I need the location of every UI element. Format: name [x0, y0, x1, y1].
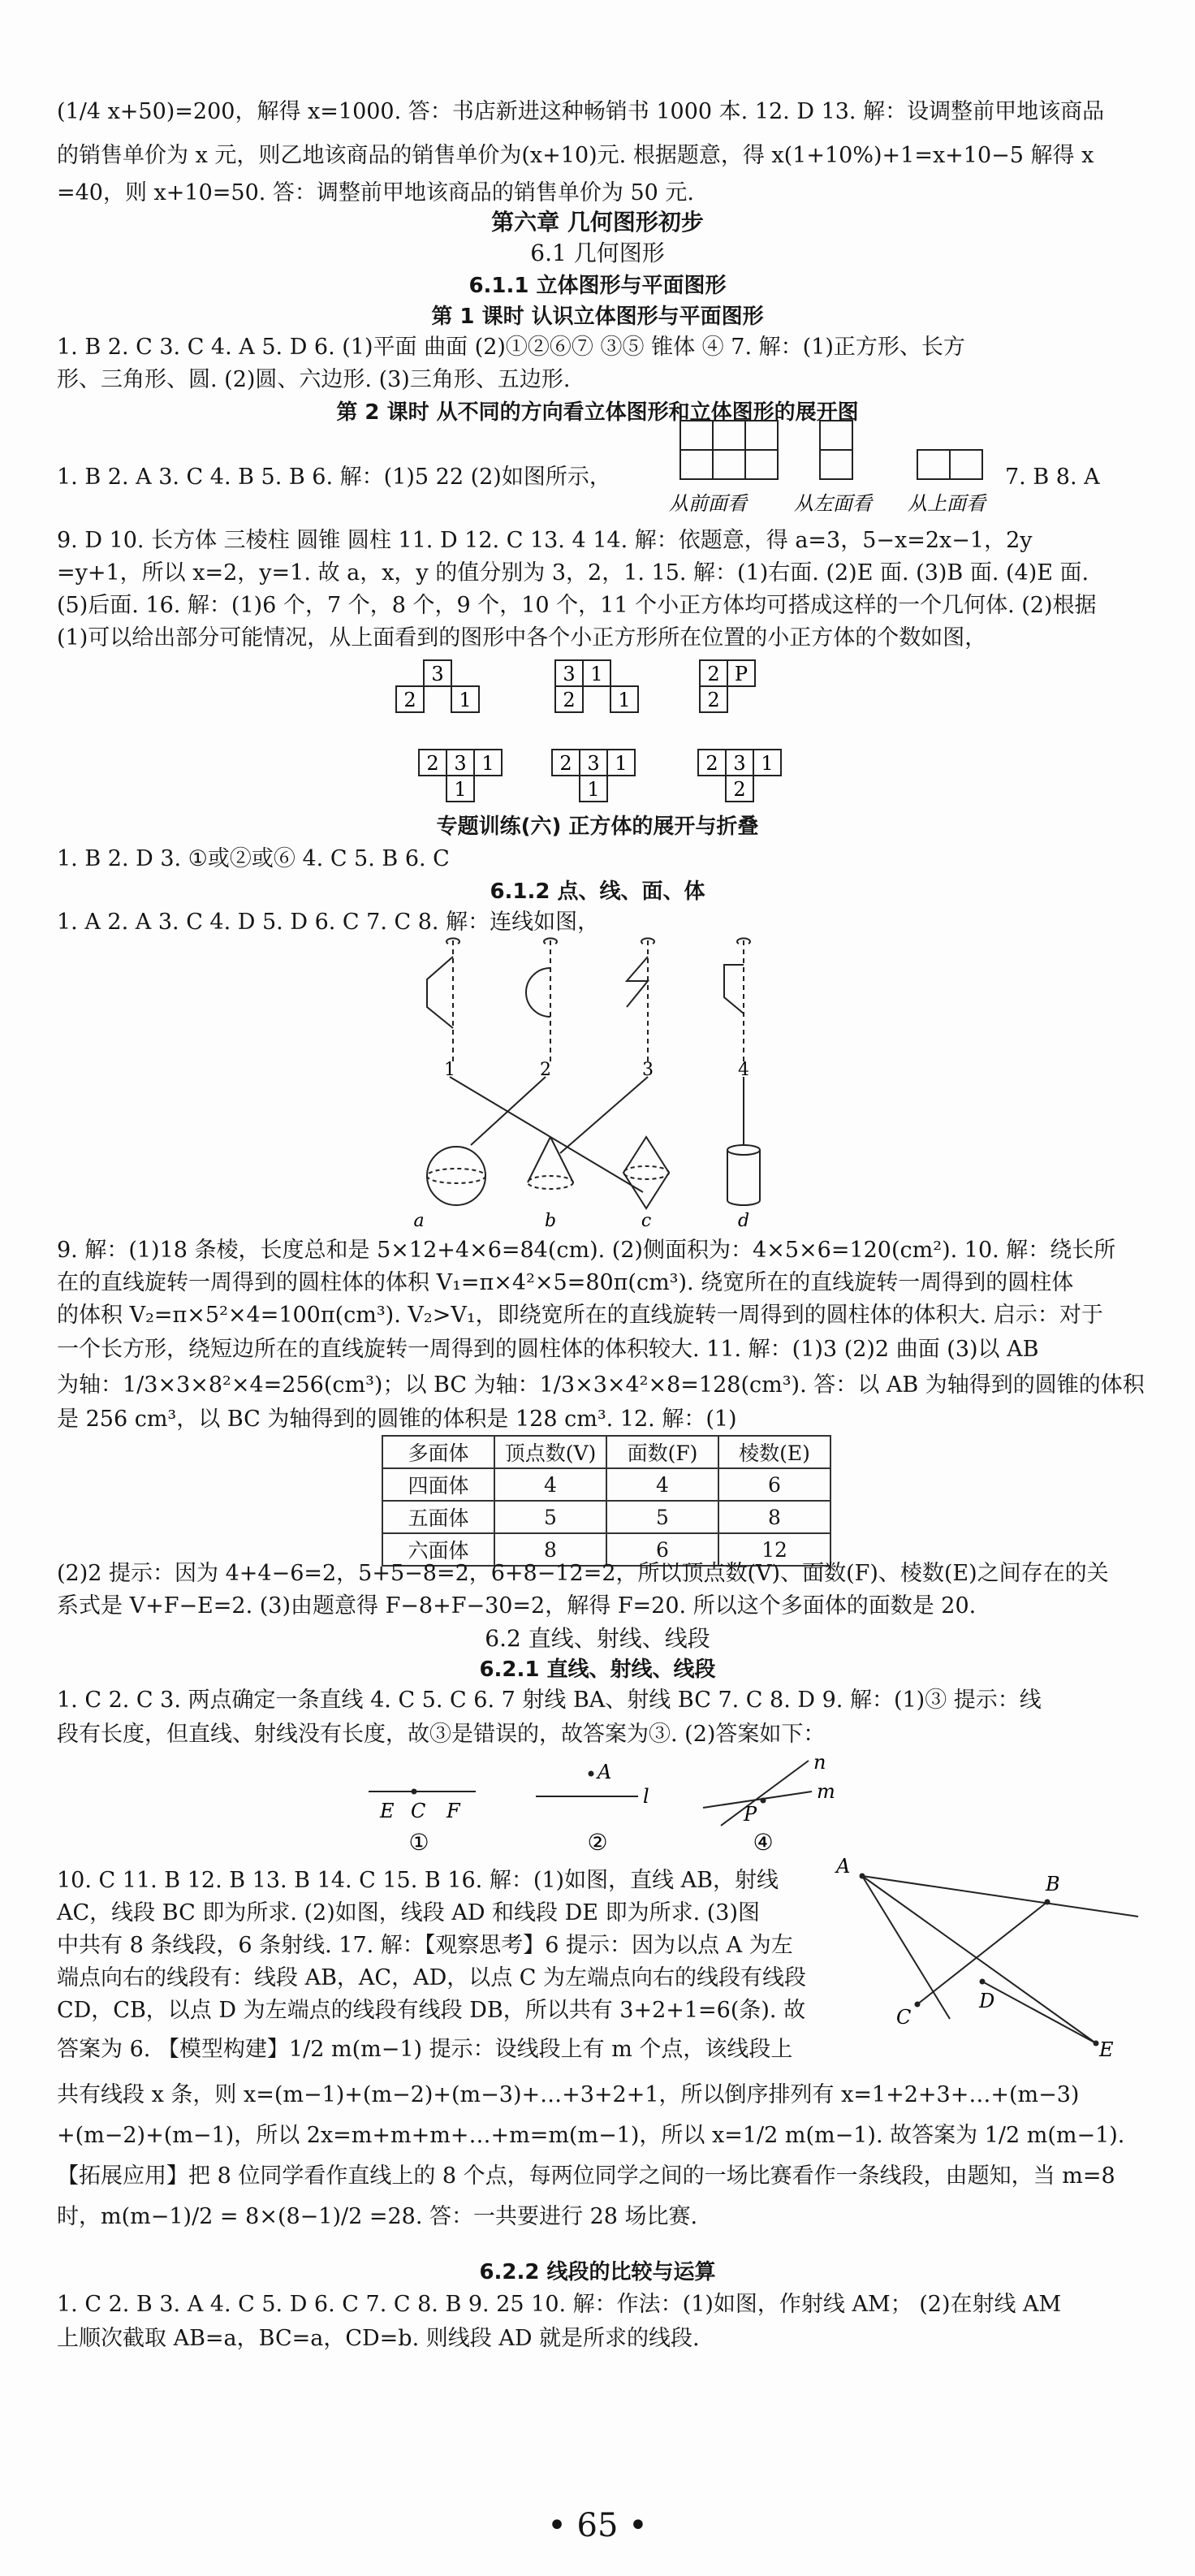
point-label: E — [380, 1800, 395, 1822]
grid-count: 1 — [590, 663, 603, 685]
page-number: • 65 • — [547, 2507, 648, 2544]
table-cell: 4 — [606, 1468, 718, 1501]
grid-count: 3 — [587, 752, 600, 775]
table-cell: 4 — [494, 1468, 606, 1501]
figure-number: ① — [408, 1829, 429, 1856]
table-cell: 6 — [606, 1533, 718, 1566]
point-label: A — [836, 1855, 851, 1878]
polyhedron-table — [382, 1435, 831, 1567]
subsection-heading: 6.1.2 点、线、面、体 — [490, 880, 705, 904]
text-line: 10. C 11. B 12. B 13. B 14. C 15. B 16. 解：(1)如图，直线 AB，射线 — [57, 1868, 779, 1893]
section-heading: 6.1 几何图形 — [530, 240, 665, 266]
grid-count: 1 — [481, 752, 494, 775]
text-line: 1. C 2. B 3. A 4. C 5. D 6. C 7. C 8. B 9. 25 10. 解：作法：(1)如图，作射线 AM； (2)在射线 AM — [57, 2292, 1062, 2317]
line-label: l — [643, 1785, 649, 1808]
text-line: (5)后面. 16. 解：(1)6 个，7 个，8 个，9 个，10 个，11 个小正方体均可搭成这样的一个几何体. (2)根据 — [57, 593, 1097, 618]
chapter-heading: 第六章 几何图形初步 — [491, 209, 704, 236]
text-line: 9. D 10. 长方体 三棱柱 圆锥 圆柱 11. D 12. C 13. 4 14. 解：依题意，得 a=3，5−x=2x−1，2y — [57, 528, 1033, 553]
subsection-heading: 6.1.1 立体图形与平面图形 — [468, 274, 727, 298]
text-line: 是 256 cm³，以 BC 为轴得到的圆锥的体积是 128 cm³. 12. 解：(1) — [57, 1407, 737, 1432]
point-label: B — [1046, 1873, 1060, 1895]
special-heading: 专题训练(六) 正方体的展开与折叠 — [436, 815, 759, 839]
table-header-row — [382, 1436, 830, 1468]
grid-count: 3 — [733, 752, 746, 775]
grid-count: 1 — [615, 752, 628, 775]
shape-number: 4 — [738, 1060, 749, 1080]
text-line: 1. A 2. A 3. C 4. D 5. D 6. C 7. C 8. 解：连线如图， — [57, 910, 600, 935]
grid-count: 1 — [587, 778, 600, 801]
grid-count: 2 — [733, 778, 746, 801]
text-line: 1. B 2. D 3. ①或②或⑥ 4. C 5. B 6. C — [57, 846, 450, 871]
shape-number: 1 — [444, 1060, 455, 1080]
line-label: n — [813, 1756, 826, 1774]
table-header: 顶点数(V) — [494, 1436, 606, 1468]
text-line: 中共有 8 条线段，6 条射线. 17. 解：【观察思考】6 提示：因为以点 A 为左 — [57, 1933, 793, 1958]
point-label: E — [1099, 2038, 1114, 2061]
text-line: 9. 解：(1)18 条棱，长度总和是 5×12+4×6=84(cm). (2)侧面积为：4×5×6=120(cm²). 10. 解：绕长所 — [57, 1238, 1116, 1263]
grid-count: 3 — [431, 663, 444, 685]
grid-count: 2 — [705, 752, 718, 775]
text-line: 端点向右的线段有：线段 AB，AC，AD，以点 C 为左端点向右的线段有线段 — [57, 1965, 807, 1990]
grid-count: 2 — [426, 752, 439, 775]
table-cell: 8 — [718, 1501, 830, 1533]
text-line: CD，CB，以点 D 为左端点的线段有线段 DB，所以共有 3+2+1=6(条). 故 — [57, 1998, 806, 2023]
subsection-heading: 6.2.1 直线、射线、线段 — [479, 1658, 716, 1682]
text-line: +(m−2)+(m−1)，所以 2x=m+m+m+…+m=m(m−1)，所以 x=1/2 m(m−1). 故答案为 1/2 m(m−1). — [57, 2123, 1125, 2148]
table-header: 面数(F) — [606, 1436, 718, 1468]
grid-count: 3 — [454, 752, 467, 775]
point-label: C — [896, 2006, 912, 2029]
text-line: 形、三角形、圆. (2)圆、六边形. (3)三角形、五边形. — [57, 367, 571, 392]
point-label: A — [598, 1761, 612, 1783]
text-line: 共有线段 x 条，则 x=(m−1)+(m−2)+(m−3)+…+3+2+1，所以倒序排列有 x=1+2+3+…+(m−3) — [57, 2082, 1080, 2107]
subsection-heading: 6.2.2 线段的比较与运算 — [479, 2260, 716, 2284]
text-line: 1. B 2. C 3. C 4. A 5. D 6. (1)平面 曲面 (2)①②⑥⑦ ③⑤ 锥体 ④ 7. 解：(1)正方形、长方 — [57, 335, 965, 360]
solid-label: b — [544, 1211, 557, 1231]
grid-count: 2 — [707, 689, 720, 711]
top-view-label: 从上面看 — [908, 492, 986, 515]
table-cell: 5 — [606, 1501, 718, 1533]
point-label: D — [979, 1990, 995, 2012]
lines-rays-figure — [357, 1756, 844, 1860]
text-line: 一个长方形，绕短边所在的直线旋转一周得到的圆柱体的体积较大. 11. 解：(1)3 (2)2 曲面 (3)以 AB — [57, 1337, 1039, 1362]
text-line: 上顺次截取 AB=a，BC=a，CD=b. 则线段 AD 就是所求的线段. — [57, 2326, 700, 2351]
text-line: 系式是 V+F−E=2. (3)由题意得 F−8+F−30=2，解得 F=20. 所以这个多面体的面数是 20. — [57, 1593, 977, 1619]
text-line: 时，m(m−1)/2 = 8×(8−1)/2 =28. 答：一共要进行 28 场比赛. — [57, 2204, 698, 2229]
grid-count: 3 — [563, 663, 576, 685]
text-line: 段有长度，但直线、射线没有长度，故③是错误的，故答案为③. (2)答案如下： — [57, 1722, 826, 1747]
grid-count: 2 — [559, 752, 572, 775]
line-label: m — [817, 1780, 835, 1803]
lesson-heading: 第 1 课时 认识立体图形与平面图形 — [431, 305, 764, 329]
grid-count: 2 — [563, 689, 576, 711]
text-line: (1/4 x+50)=200，解得 x=1000. 答：书店新进这种畅销书 1000 本. 12. D 13. 解：设调整前甲地该商品 — [57, 99, 1105, 124]
text-line: =y+1，所以 x=2，y=1. 故 a，x，y 的值分别为 3，2，1. 15. 解：(1)右面. (2)E 面. (3)B 面. (4)E 面. — [57, 560, 1089, 586]
point-label: C — [411, 1800, 426, 1822]
text-line: 【拓展应用】把 8 位同学看作直线上的 8 个点，每两位同学之间的一场比赛看作一条线段，由题知，当 m=8 — [57, 2163, 1115, 2189]
figure-number: ④ — [753, 1829, 774, 1856]
solid-label: c — [641, 1211, 652, 1231]
point-label: P — [744, 1803, 757, 1826]
table-cell: 12 — [718, 1533, 830, 1566]
lesson-heading: 第 2 课时 从不同的方向看立体图形和立体图形的展开图 — [336, 400, 859, 425]
table-row — [382, 1501, 830, 1533]
text-line: (2)2 提示：因为 4+4−6=2，5+5−8=2，6+8−12=2，所以顶点数(V)、面数(F)、棱数(E)之间存在的关 — [57, 1561, 1109, 1586]
rotation-matching-figure — [406, 932, 787, 1231]
text-line: 的体积 V₂=π×5²×4=100π(cm³). V₂>V₁，即绕宽所在的直线旋转一周得到的圆柱体的体积大. 启示：对于 — [57, 1303, 1103, 1328]
text-line: 1. C 2. C 3. 两点确定一条直线 4. C 5. C 6. 7 射线 BA、射线 BC 7. C 8. D 9. 解：(1)③ 提示：线 — [57, 1688, 1042, 1713]
table-header: 多面体 — [382, 1436, 494, 1468]
shape-number: 3 — [642, 1060, 654, 1080]
text-line: 在的直线旋转一周得到的圆柱体的体积 V₁=π×4²×5=80π(cm³). 绕宽所在的直线旋转一周得到的圆柱体 — [57, 1270, 1074, 1295]
table-header: 棱数(E) — [718, 1436, 830, 1468]
segment-rays-figure — [820, 1852, 1153, 2063]
solid-label: a — [413, 1211, 425, 1231]
grid-count: 2 — [707, 663, 720, 685]
text-line: 答案为 6. 【模型构建】1/2 m(m−1) 提示：设线段上有 m 个点，该线段上 — [57, 2037, 793, 2062]
grid-count: 1 — [618, 689, 631, 711]
figure-number: ② — [587, 1829, 608, 1856]
point-label: F — [447, 1800, 460, 1822]
text-line: 为轴：1/3×3×8²×4=256(cm³)；以 BC 为轴：1/3×3×4²×8=128(cm³). 答：以 AB 为轴得到的圆锥的体积 — [57, 1372, 1145, 1398]
left-view-label: 从左面看 — [794, 492, 872, 515]
grid-count: 1 — [454, 778, 467, 801]
grid-count: 1 — [459, 689, 472, 711]
table-cell: 6 — [718, 1468, 830, 1501]
grid-count: P — [734, 663, 748, 685]
grid-count: 1 — [761, 752, 774, 775]
solid-label: d — [737, 1211, 750, 1231]
text-line: 的销售单价为 x 元，则乙地该商品的销售单价为(x+10)元. 根据题意，得 x(1+10%)+1=x+10−5 解得 x — [57, 143, 1094, 168]
table-cell: 四面体 — [382, 1468, 494, 1501]
grid-count: 2 — [403, 689, 416, 711]
text-line: (1)可以给出部分可能情况，从上面看到的图形中各个小正方形所在位置的小正方体的个数如图， — [57, 625, 987, 650]
table-cell: 5 — [494, 1501, 606, 1533]
table-cell: 五面体 — [382, 1501, 494, 1533]
section-heading: 6.2 直线、射线、线段 — [485, 1625, 710, 1652]
text-line: 7. B 8. A — [1005, 465, 1100, 490]
table-row — [382, 1468, 830, 1501]
text-line: 1. B 2. A 3. C 4. B 5. B 6. 解：(1)5 22 (2)如图所示， — [57, 465, 611, 490]
shape-number: 2 — [540, 1060, 551, 1080]
three-views-figure — [666, 414, 1007, 520]
table-cell: 8 — [494, 1533, 606, 1566]
front-view-label: 从前面看 — [669, 492, 747, 515]
table-cell: 六面体 — [382, 1533, 494, 1566]
text-line: AC，线段 BC 即为所求. (2)如图，线段 AD 和线段 DE 即为所求. (3)图 — [57, 1900, 760, 1926]
text-line: =40，则 x+10=50. 答：调整前甲地该商品的销售单价为 50 元. — [57, 180, 695, 205]
